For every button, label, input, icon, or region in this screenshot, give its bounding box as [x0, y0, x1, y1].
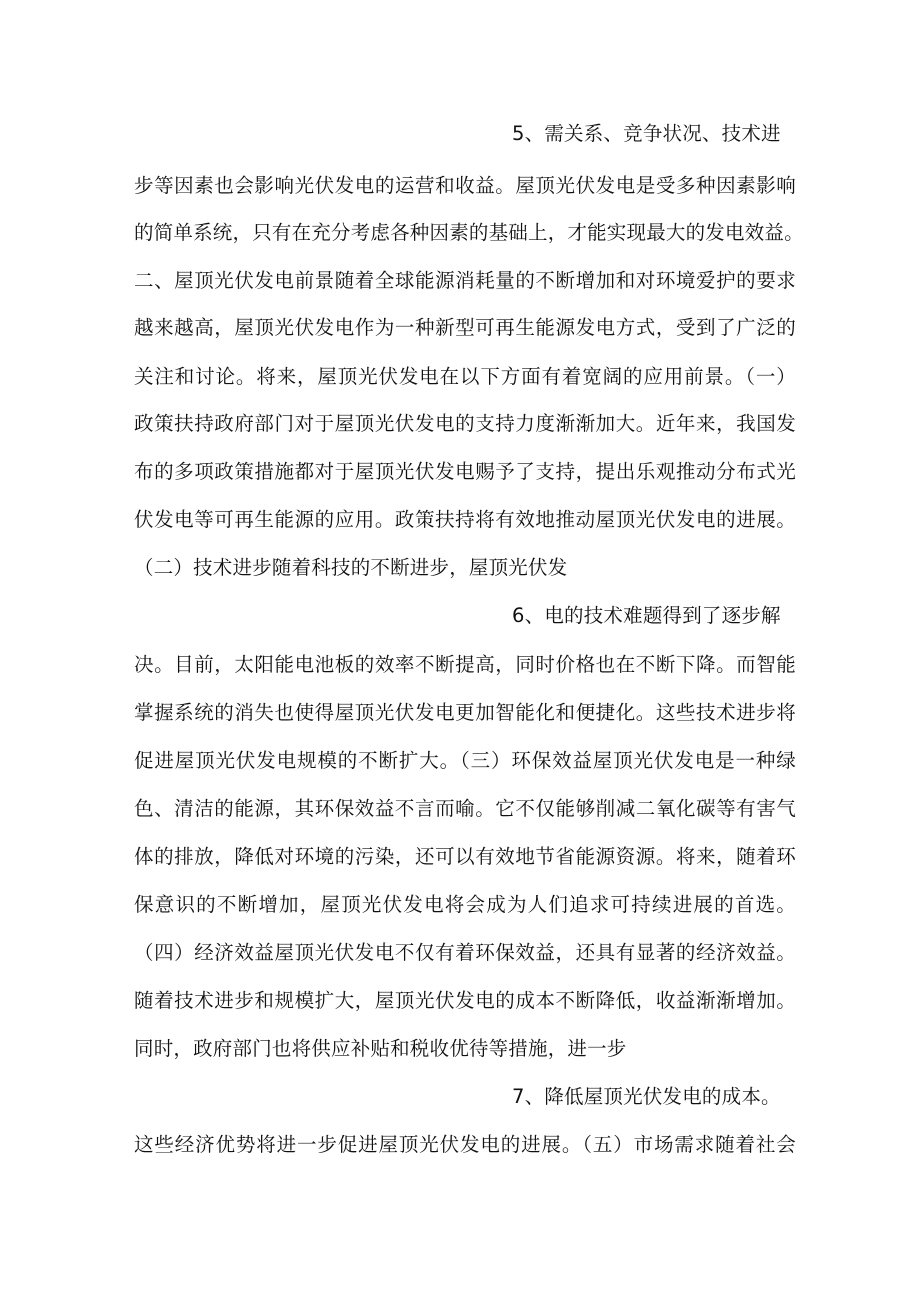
paragraph-line: 政策扶持政府部门对于屋顶光伏发电的支持力度渐渐加大。近年来，我国发	[134, 412, 796, 435]
section-6-heading-line	[512, 603, 796, 629]
paragraph-line: 这些经济优势将进一步促进屋顶光伏发电的进展。（五）市场需求随着社会	[134, 1133, 796, 1156]
paragraph-line: 的简单系统，只有在充分考虑各种因素的基础上，才能实现最大的发电效益。	[134, 221, 804, 244]
paragraph-line: 二、屋顶光伏发电前景随着全球能源消耗量的不断增加和对环境爱护的要求	[134, 269, 796, 292]
paragraph-text: 降低屋顶光伏发电的成本。	[544, 1085, 781, 1108]
section-number: 6、	[512, 604, 545, 627]
paragraph-line: 步等因素也会影响光伏发电的运营和收益。屋顶光伏发电是受多种因素影响	[134, 174, 796, 197]
section-number: 7、	[512, 1085, 545, 1108]
paragraph-line: 随着技术进步和规模扩大，屋顶光伏发电的成本不断降低，收益渐渐增加。	[134, 989, 796, 1012]
paragraph-line: 布的多项政策措施都对于屋顶光伏发电赐予了支持，提出乐观推动分布式光	[134, 460, 796, 483]
paragraph-line: 伏发电等可再生能源的应用。政策扶持将有效地推动屋顶光伏发电的进展。	[134, 508, 796, 531]
paragraph-line: 促进屋顶光伏发电规模的不断扩大。（三）环保效益屋顶光伏发电是一种绿	[134, 749, 796, 772]
section-7-heading-line	[512, 1084, 796, 1110]
paragraph-line: 掌握系统的消失也使得屋顶光伏发电更加智能化和便捷化。这些技术进步将	[134, 701, 796, 724]
paragraph-line: 体的排放，降低对环境的污染，还可以有效地节省能源资源。将来，随着环	[134, 845, 796, 868]
paragraph-line: （二）技术进步随着科技的不断进步，屋顶光伏发	[134, 556, 568, 579]
paragraph-text: 需关系、竞争状况、技术进	[544, 122, 781, 145]
paragraph-line: （四）经济效益屋顶光伏发电不仅有着环保效益，还具有显著的经济效益。	[134, 941, 796, 964]
section-number: 5、	[512, 122, 545, 145]
paragraph-line: 越来越高，屋顶光伏发电作为一种新型可再生能源发电方式，受到了广泛的	[134, 316, 796, 339]
paragraph-line: 决。目前，太阳能电池板的效率不断提高，同时价格也在不断下降。而智能	[134, 653, 796, 676]
paragraph-line: 关注和讨论。将来，屋顶光伏发电在以下方面有着宽阔的应用前景。（一）	[134, 365, 796, 388]
paragraph-line: 色、清洁的能源，其环保效益不言而喻。它不仅能够削减二氧化碳等有害气	[134, 797, 796, 820]
paragraph-line: 同时，政府部门也将供应补贴和税收优待等措施，进一步	[134, 1037, 627, 1060]
paragraph-text: 电的技术难题得到了逐步解	[544, 604, 781, 627]
paragraph-line: 保意识的不断增加，屋顶光伏发电将会成为人们追求可持续进展的首选。	[134, 893, 796, 916]
section-5-heading-line	[512, 121, 796, 147]
